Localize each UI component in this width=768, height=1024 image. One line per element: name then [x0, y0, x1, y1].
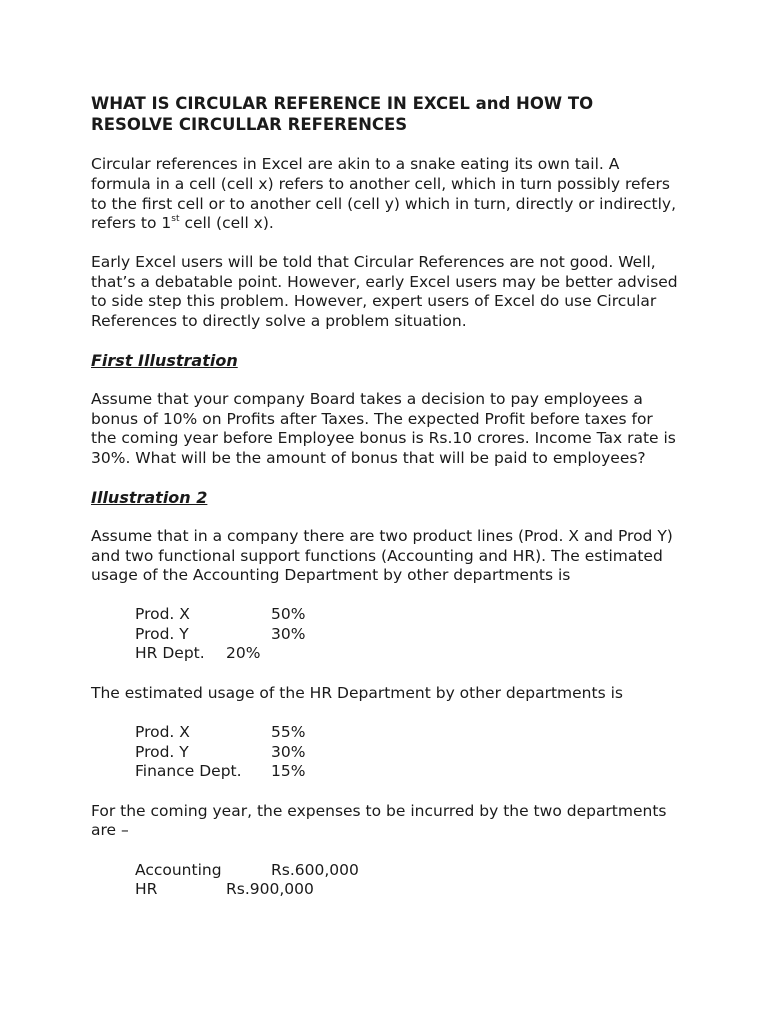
intro-line [91, 214, 274, 234]
paragraph-line: Assume that your company Board takes a decision to pay employees a [91, 390, 643, 408]
usage-value: 30% [271, 743, 306, 761]
usage-label: Prod. X [135, 723, 190, 741]
paragraph-line: that’s a debatable point. However, early Excel users may be better advised [91, 273, 678, 291]
expense-label: Accounting [135, 861, 222, 879]
paragraph-line: bonus of 10% on Profits after Taxes. The expected Profit before taxes for [91, 410, 653, 428]
paragraph-line: usage of the Accounting Department by other departments is [91, 566, 571, 584]
usage-label: Prod. Y [135, 743, 189, 761]
section-heading-first-illustration: First Illustration [91, 351, 238, 370]
paragraph-line: are – [91, 821, 129, 839]
section-heading-illustration-2: Illustration 2 [91, 488, 208, 507]
intro-text: cell (cell x). [179, 214, 274, 232]
paragraph-line: to side step this problem. However, expert users of Excel do use Circular [91, 292, 657, 310]
intro-line: to the first cell or to another cell (cell y) which in turn, directly or indirectly, [91, 195, 677, 213]
paragraph-line: 30%. What will be the amount of bonus that will be paid to employees? [91, 449, 646, 467]
usage-label: Prod. Y [135, 625, 189, 643]
paragraph-line: The estimated usage of the HR Department by other departments is [91, 684, 623, 702]
paragraph-line: Early Excel users will be told that Circular References are not good. Well, [91, 253, 656, 271]
paragraph-line: and two functional support functions (Accounting and HR). The estimated [91, 547, 663, 565]
document-title-line2: RESOLVE CIRCULLAR REFERENCES [91, 115, 408, 134]
ordinal-superscript: st [171, 214, 180, 224]
expense-value: Rs.900,000 [226, 880, 314, 898]
usage-label: HR Dept. [135, 644, 205, 662]
document-title-line1: WHAT IS CIRCULAR REFERENCE IN EXCEL and HOW TO [91, 94, 594, 113]
expense-label: HR [135, 880, 158, 898]
paragraph-line: References to directly solve a problem situation. [91, 312, 467, 330]
usage-value: 50% [271, 605, 306, 623]
usage-value: 20% [226, 644, 261, 662]
expense-value: Rs.600,000 [271, 861, 359, 879]
usage-label: Prod. X [135, 605, 190, 623]
paragraph-line: the coming year before Employee bonus is Rs.10 crores. Income Tax rate is [91, 429, 676, 447]
usage-value: 15% [271, 762, 306, 780]
paragraph-line: For the coming year, the expenses to be incurred by the two departments [91, 802, 667, 820]
usage-value: 55% [271, 723, 306, 741]
paragraph-line: Assume that in a company there are two product lines (Prod. X and Prod Y) [91, 527, 673, 545]
intro-text: refers to 1 [91, 214, 172, 232]
usage-label: Finance Dept. [135, 762, 242, 780]
intro-line: formula in a cell (cell x) refers to another cell, which in turn possibly refers [91, 175, 670, 193]
intro-line: Circular references in Excel are akin to a snake eating its own tail. A [91, 155, 620, 173]
usage-value: 30% [271, 625, 306, 643]
